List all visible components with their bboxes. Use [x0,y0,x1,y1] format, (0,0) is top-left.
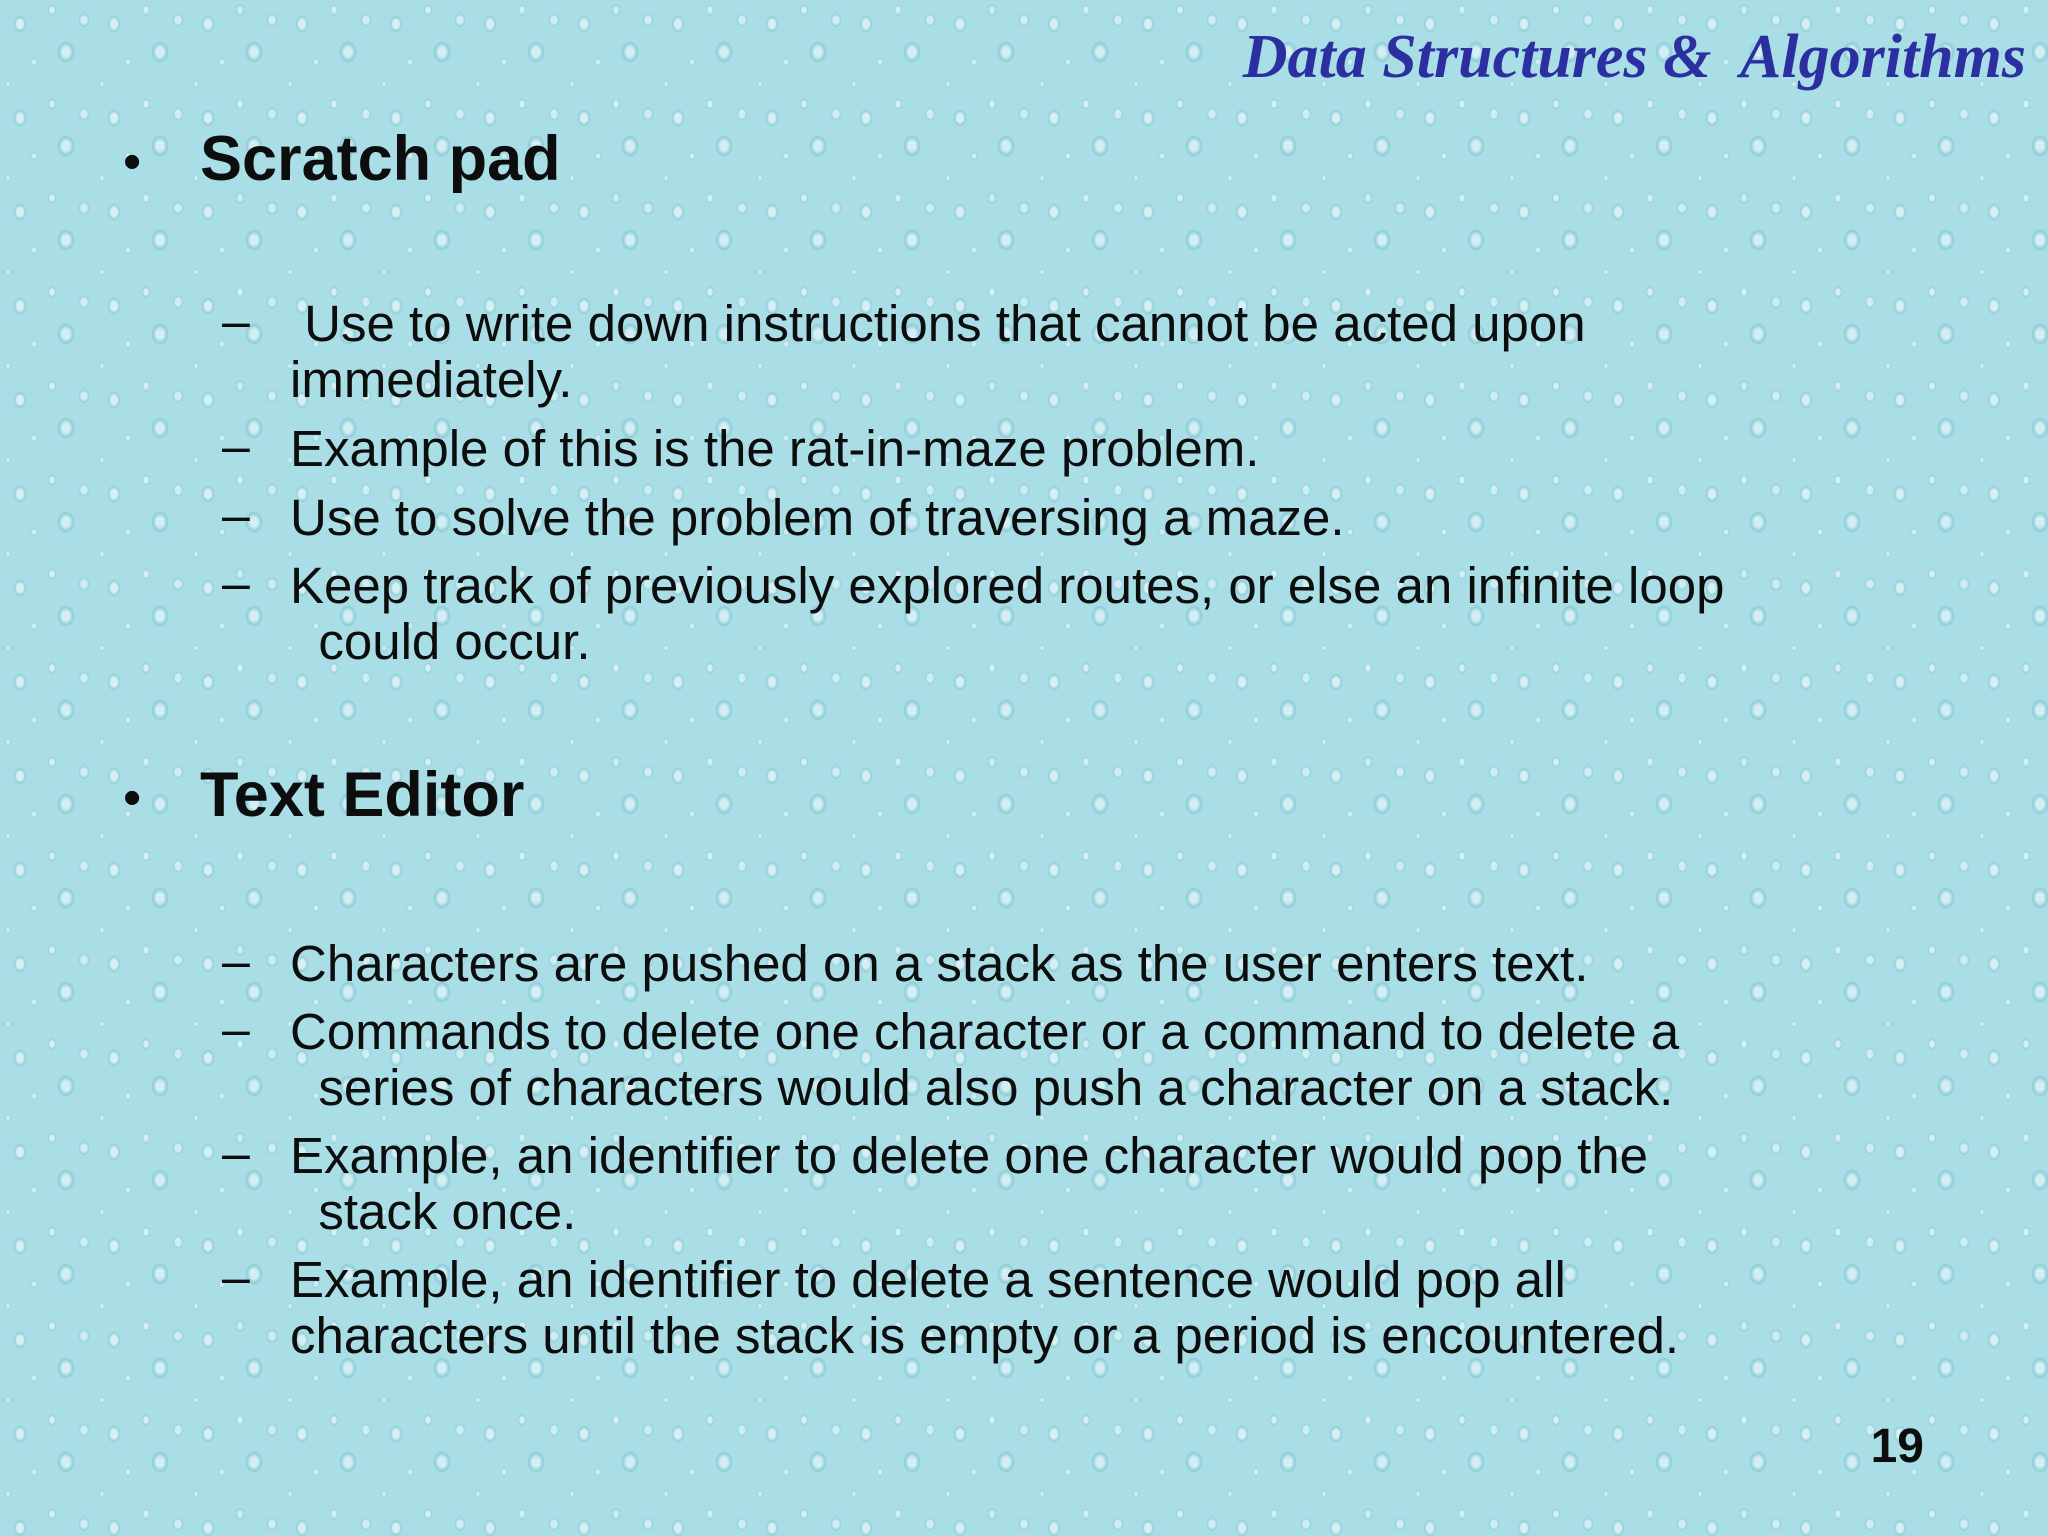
list-item-text: Example, an identifier to delete one character would pop the stack once. [290,1127,1649,1240]
list-item-text: Example, an identifier to delete a sentence would pop all characters until the stack is empty or a period is encountered. [290,1251,1680,1364]
dash-icon: – [222,418,250,474]
dash-icon: – [222,1249,250,1305]
dash-icon: – [222,1125,250,1181]
slide-header-title: Data Structures & Algorithms [1242,23,2026,91]
list-item-text: Use to write down instructions that cannot be acted upon immediately. [290,295,1586,408]
bullet-icon: • [123,133,142,191]
list-item-text: Use to solve the problem of traversing a maze. [290,489,1345,546]
bullet-icon: • [123,769,142,827]
list-item-text: Characters are pushed on a stack as the user enters text. [290,935,1589,992]
section-heading: Text Editor [200,760,525,830]
dash-icon: – [222,555,250,611]
dash-icon: – [222,933,250,989]
list-item-text: Keep track of previously explored routes, or else an infinite loop could occur. [290,557,1725,670]
dash-icon: – [222,487,250,543]
section-heading: Scratch pad [200,124,561,194]
list-item-text: Commands to delete one character or a command to delete a series of characters would also push a character on a stack. [290,1003,1680,1116]
dash-icon: – [222,293,250,349]
page-number: 19 [1870,1420,1924,1473]
dash-icon: – [222,1001,250,1057]
list-item-text: Example of this is the rat-in-maze problem. [290,420,1260,477]
